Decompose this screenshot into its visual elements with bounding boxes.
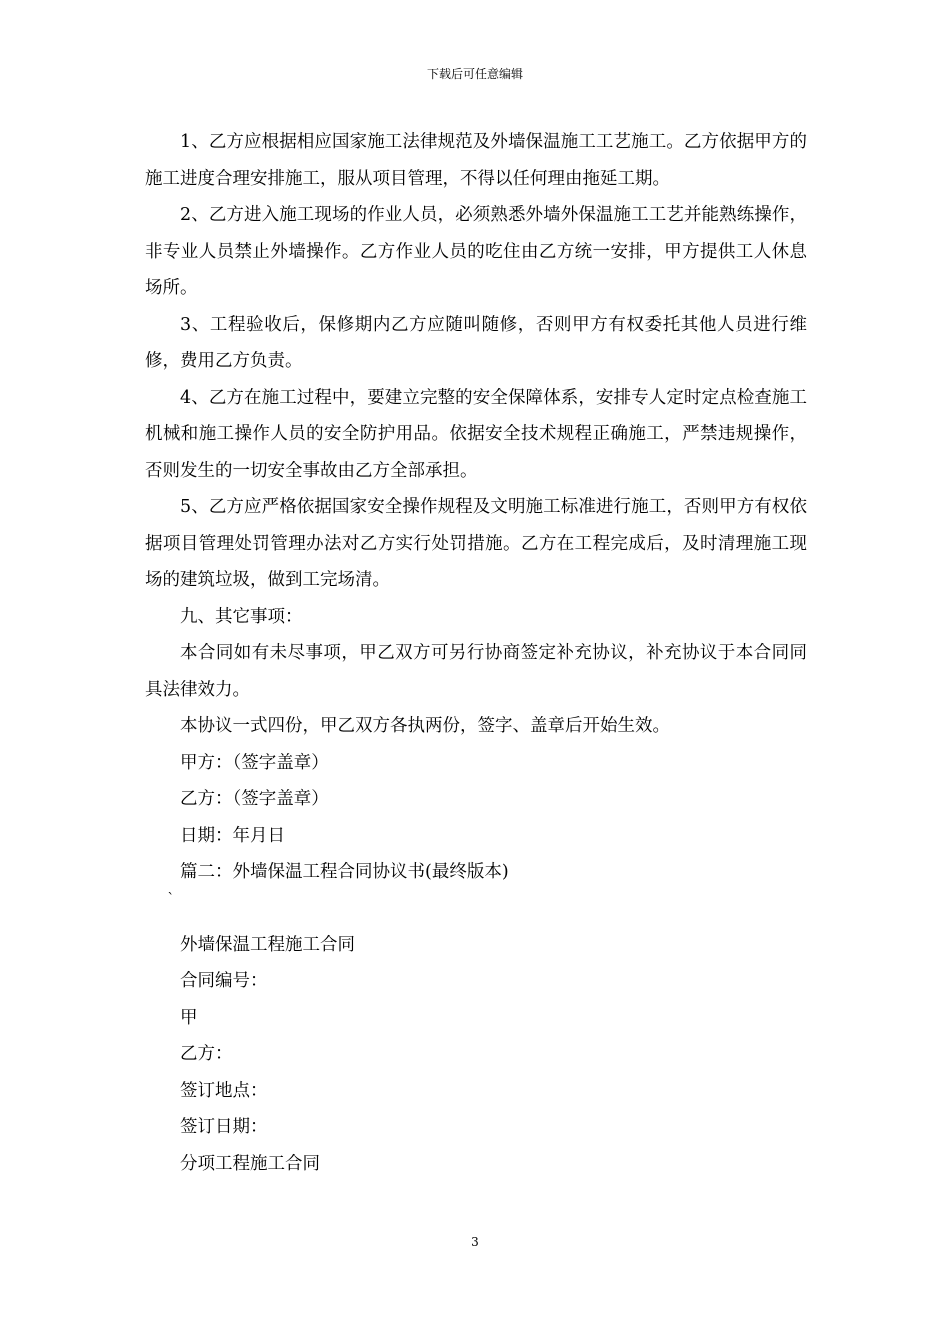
clause-5: 5、乙方应严格依据国家安全操作规程及文明施工标准进行施工，否则甲方有权依据项目管理处罚管理办法对乙方实行处罚措施。乙方在工程完成后，及时清理施工现场的建筑垃圾，做到工完场清。 (145, 497, 807, 590)
copies-statement: 本协议一式四份，甲乙双方各执两份，签字、盖章后开始生效。 (180, 716, 670, 736)
page-header: 下载后可任意编辑 (426, 67, 523, 81)
clause-3: 3、工程验收后，保修期内乙方应随叫随修，否则甲方有权委托其他人员进行维修，费用乙方负责。 (145, 314, 807, 371)
party-b-signature: 乙方：（签字盖章） (180, 789, 329, 809)
supplementary-agreement-paragraph: 本合同如有未尽事项，甲乙双方可另行协商签定补充协议，补充协议于本合同同具法律效力。 (145, 643, 807, 700)
section-heading-other-matters: 九、其它事项： (180, 606, 303, 627)
date-line: 日期：年月日 (180, 825, 285, 846)
contract-title: 外墙保温工程施工合同 (180, 934, 355, 955)
party-a-signature: 甲方：（签字盖章） (180, 752, 329, 773)
subcontract-title: 分项工程施工合同 (180, 1153, 320, 1174)
clause-2: 2、乙方进入施工现场的作业人员，必须熟悉外墙外保温施工工艺并能熟练操作，非专业人员禁止外墙操作。乙方作业人员的吃住由乙方统一安排，甲方提供工人休息场所。 (145, 205, 807, 298)
backtick-mark: ` (167, 890, 175, 907)
signing-date-label: 签订日期： (180, 1117, 268, 1137)
chapter-two-title: 篇二：外墙保温工程合同协议书(最终版本) (180, 862, 509, 882)
document-body (145, 124, 807, 1182)
signing-place-label: 签订地点： (180, 1080, 268, 1101)
clause-4: 4、乙方在施工过程中，要建立完整的安全保障体系，安排专人定时定点检查施工机械和施工操作人员的安全防护用品。依据安全技术规程正确施工，严禁违规操作，否则发生的一切安全事故由乙方全部承担。 (145, 387, 807, 481)
page-number: 3 (471, 1235, 479, 1249)
contract-number-label: 合同编号： (180, 971, 268, 991)
clause-1: 1、乙方应根据相应国家施工法律规范及外墙保温施工工艺施工。乙方依据甲方的施工进度合理安排施工，服从项目管理，不得以任何理由拖延工期。 (145, 132, 807, 189)
party-a-label: 甲 (180, 1007, 198, 1028)
party-b-label: 乙方： (180, 1044, 233, 1064)
